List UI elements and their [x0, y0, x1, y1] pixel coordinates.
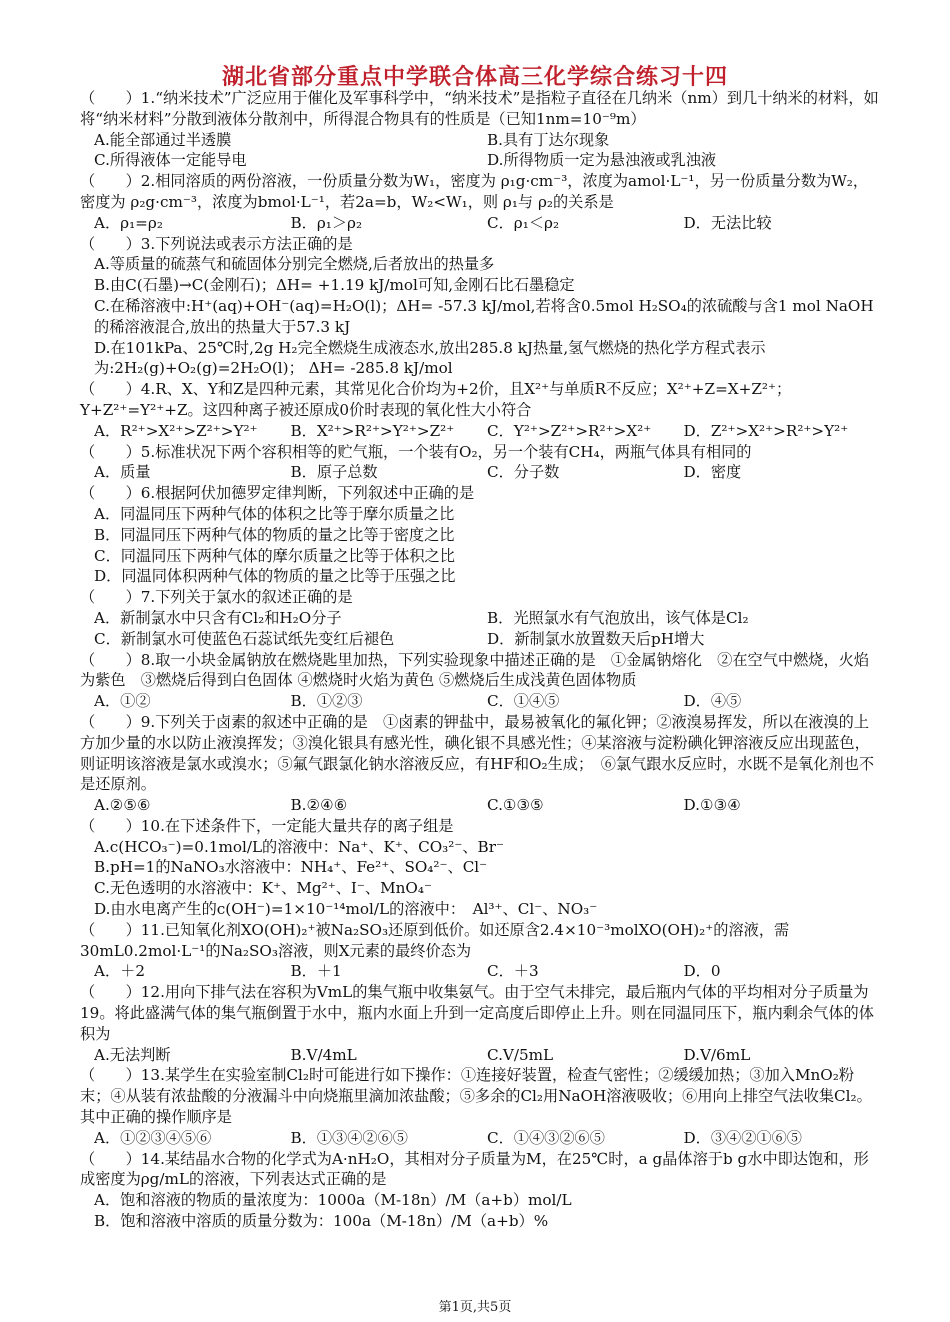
answer-option: A.等质量的硫蒸气和硫固体分别完全燃烧,后者放出的热量多 [94, 255, 495, 274]
answer-option: D．0 [683, 962, 721, 981]
answer-option: B．原子总数 [290, 463, 378, 482]
question-stem: （ ）2.相同溶质的两份溶液，一份质量分数为W₁，密度为 ρ₁g·cm⁻³，浓度为amol·L⁻¹，另一份质量分数为W₂，密度为 ρ₂g·cm⁻³，浓度为bmol·L⁻¹，若2a=b，W₂<W₁，则 ρ₁与 ρ₂的关系是 [80, 172, 869, 211]
answer-option: D.由水电离产生的c(OH⁻)=1×10⁻¹⁴mol/L的溶液中： Al³⁺、Cl⁻、NO₃⁻ [94, 900, 598, 919]
option-row [80, 795, 880, 816]
answer-option: B．同温同压下两种气体的物质的量之比等于密度之比 [94, 525, 455, 544]
option-row [80, 1128, 880, 1149]
answer-option: D.所得物质一定为悬浊液或乳浊液 [487, 151, 717, 170]
option-row [80, 421, 880, 442]
answer-option: C.在稀溶液中:H⁺(aq)+OH⁻(aq)=H₂O(l)；ΔH= -57.3 kJ/mol,若将含0.5mol H₂SO₄的浓硫酸与含1 mol NaOH的稀溶液混合,放出的热量大于57.3 kJ [94, 296, 874, 336]
answer-option: A．①② [94, 692, 151, 711]
answer-option: B．光照氯水有气泡放出，该气体是Cl₂ [487, 608, 749, 627]
answer-option: A．新制氯水中只含有Cl₂和H₂O分子 [94, 608, 342, 627]
question-stem: （ ）5.标准状况下两个容积相等的贮气瓶，一个装有O₂，另一个装有CH₄，两瓶气体具有相同的 [80, 442, 752, 461]
answer-option: C.无色透明的水溶液中：K⁺、Mg²⁺、I⁻、MnO₄⁻ [94, 879, 432, 898]
answer-option: B．ρ₁＞ρ₂ [290, 213, 363, 232]
question-stem: （ ）11.已知氧化剂XO(OH)₂⁺被Na₂SO₃还原到低价。如还原含2.4×10⁻³molXO(OH)₂⁺的溶液，需30mL0.2mol·L⁻¹的Na₂SO₃溶液，则X元素的最终价态为 [80, 920, 790, 960]
option-row [80, 629, 880, 650]
answer-option: C．①④③②⑥⑤ [487, 1128, 605, 1147]
answer-option: A.c(HCO₃⁻)=0.1mol/L的溶液中：Na⁺、K⁺、CO₃²⁻、Br⁻ [94, 837, 504, 856]
answer-option: C.所得液体一定能导电 [94, 151, 247, 170]
answer-option: A．质量 [94, 463, 151, 482]
answer-option: A．R²⁺>X²⁺>Z²⁺>Y²⁺ [94, 421, 258, 440]
answer-option: B．饱和溶液中溶质的质量分数为：100a（M-18n）/M（a+b）% [94, 1212, 549, 1231]
answer-option: B.pH=1的NaNO₃水溶液中：NH₄⁺、Fe²⁺、SO₄²⁻、Cl⁻ [94, 858, 488, 877]
answer-option: A．ρ₁=ρ₂ [94, 213, 163, 232]
answer-option: D．同温同体积两种气体的物质的量之比等于压强之比 [94, 567, 456, 586]
question-stem: （ ）7.下列关于氯水的叙述正确的是 [80, 588, 353, 607]
option-row [80, 150, 880, 171]
question-stem: （ ）1.“纳米技术”广泛应用于催化及军事科学中，“纳米技术”是指粒子直径在几纳米（nm）到几十纳米的材料，如将“纳米材料”分散到液体分散剂中，所得混合物具有的性质是（已知1nm=10⁻⁹m） [80, 89, 879, 128]
answer-option: B．①③④②⑥⑤ [290, 1128, 408, 1147]
answer-option: A.②⑤⑥ [94, 796, 151, 815]
answer-option: D.①③④ [683, 796, 741, 815]
answer-option: C．分子数 [487, 463, 560, 482]
answer-option: C．①④⑤ [487, 692, 560, 711]
answer-option: C.V/5mL [487, 1045, 554, 1064]
option-row [80, 691, 880, 712]
answer-option: B.具有丁达尔现象 [487, 130, 610, 149]
question-stem: （ ）13.某学生在实验室制Cl₂时可能进行如下操作：①连接好装置，检查气密性；②缓缓加热；③加入MnO₂粉末；④从装有浓盐酸的分液漏斗中向烧瓶里滴加浓盐酸；⑤多余的Cl₂用NaOH溶液吸收；⑥用向上排空气法收集Cl₂。 其中正确的操作顺序是 [80, 1066, 880, 1127]
answer-option: B．＋1 [290, 962, 342, 981]
answer-option: B.由C(石墨)→C(金刚石)；ΔH= +1.19 kJ/mol可知,金刚石比石墨稳定 [94, 276, 575, 295]
answer-option: A．饱和溶液的物质的量浓度为：1000a（M-18n）/M（a+b）mol/L [94, 1191, 572, 1210]
answer-option: C.①③⑤ [487, 796, 544, 815]
answer-option: A．①②③④⑤⑥ [94, 1128, 212, 1147]
option-row [80, 608, 880, 629]
answer-option: C．新制氯水可使蓝色石蕊试纸先变红后褪色 [94, 629, 395, 648]
answer-option: B.V/4mL [290, 1045, 357, 1064]
page-footer: 第1页,共5页 [438, 1300, 512, 1315]
question-stem: （ ）10.在下述条件下，一定能大量共存的离子组是 [80, 816, 454, 835]
option-row [80, 130, 880, 151]
answer-option: D．新制氯水放置数天后pH增大 [487, 629, 705, 648]
answer-option: D．③④②①⑥⑤ [683, 1128, 802, 1147]
question-stem: （ ）14.某结晶水合物的化学式为A·nH₂O，其相对分子质量为M，在25℃时，a g晶体溶于b g水中即达饱和，形成密度为ρg/mL的溶液，下列表达式正确的是 [80, 1149, 869, 1189]
question-list [80, 88, 880, 1232]
option-row [80, 961, 880, 982]
question-stem: （ ）9.下列关于卤素的叙述中正确的是 ①卤素的钾盐中，最易被氧化的氟化钾；②液溴易挥发，所以在液溴的上方加少量的水以防止液溴挥发；③溴化银具有感光性，碘化银不具感光性；④某溶液与淀粉碘化钾溶液反应出现蓝色，则证明该溶液是氯水或溴水；⑤氟气跟氯化钠水溶液反应，有HF和O₂生成； ⑥氯气跟水反应时，水既不是氧化剂也不是还原剂。 [80, 712, 875, 794]
option-row [80, 213, 880, 234]
answer-option: A.能全部通过半透膜 [94, 130, 232, 149]
answer-option: D.在101kPa、25℃时,2g H₂完全燃烧生成液态水,放出285.8 kJ热量,氢气燃烧的热化学方程式表示为:2H₂(g)+O₂(g)=2H₂O(l)； ΔH= -285.8 kJ/mol [94, 338, 766, 378]
question-stem: （ ）3.下列说法或表示方法正确的是 [80, 234, 353, 253]
answer-option: C．同温同压下两种气体的摩尔质量之比等于体积之比 [94, 546, 455, 565]
answer-option: D．密度 [683, 463, 742, 482]
answer-option: B.②④⑥ [290, 796, 348, 815]
question-stem: （ ）8.取一小块金属钠放在燃烧匙里加热，下列实验现象中描述正确的是 ①金属钠熔化 ②在空气中燃烧，火焰为紫色 ③燃烧后得到白色固体 ④燃烧时火焰为黄色 ⑤燃烧后生成浅黄色固体物质 [80, 650, 870, 690]
answer-option: C．＋3 [487, 962, 539, 981]
option-row [80, 1045, 880, 1066]
answer-option: A．同温同压下两种气体的体积之比等于摩尔质量之比 [94, 504, 455, 523]
answer-option: C．Y²⁺>Z²⁺>R²⁺>X²⁺ [487, 421, 652, 440]
question-stem: （ ）12.用向下排气法在容积为VmL的集气瓶中收集氨气。由于空气未排完，最后瓶内气体的平均相对分子质量为19。将此盛满气体的集气瓶倒置于水中，瓶内水面上升到一定高度后即停止上升。则在同温同压下，瓶内剩余气体的体积为 [80, 983, 874, 1043]
answer-option: D.V/6mL [683, 1045, 751, 1064]
option-row [80, 462, 880, 483]
question-stem: （ ）6.根据阿伏加德罗定律判断，下列叙述中正确的是 [80, 484, 475, 503]
answer-option: D．④⑤ [683, 692, 742, 711]
answer-option: D．Z²⁺>X²⁺>R²⁺>Y²⁺ [683, 421, 849, 440]
document-title: 湖北省部分重点中学联合体高三化学综合练习十四 [221, 65, 728, 90]
answer-option: C．ρ₁＜ρ₂ [487, 213, 560, 232]
answer-option: A．＋2 [94, 962, 146, 981]
answer-option: B．X²⁺>R²⁺>Y²⁺>Z²⁺ [290, 421, 455, 440]
question-stem: （ ）4.R、X、Y和Z是四种元素，其常见化合价均为+2价，且X²⁺与单质R不反应；X²⁺+Z=X+Z²⁺；Y+Z²⁺=Y²⁺+Z。这四种离子被还原成0价时表现的氧化性大小符合 [80, 380, 792, 419]
answer-option: B．①②③ [290, 692, 363, 711]
answer-option: D．无法比较 [683, 213, 772, 232]
answer-option: A.无法判断 [94, 1045, 171, 1064]
